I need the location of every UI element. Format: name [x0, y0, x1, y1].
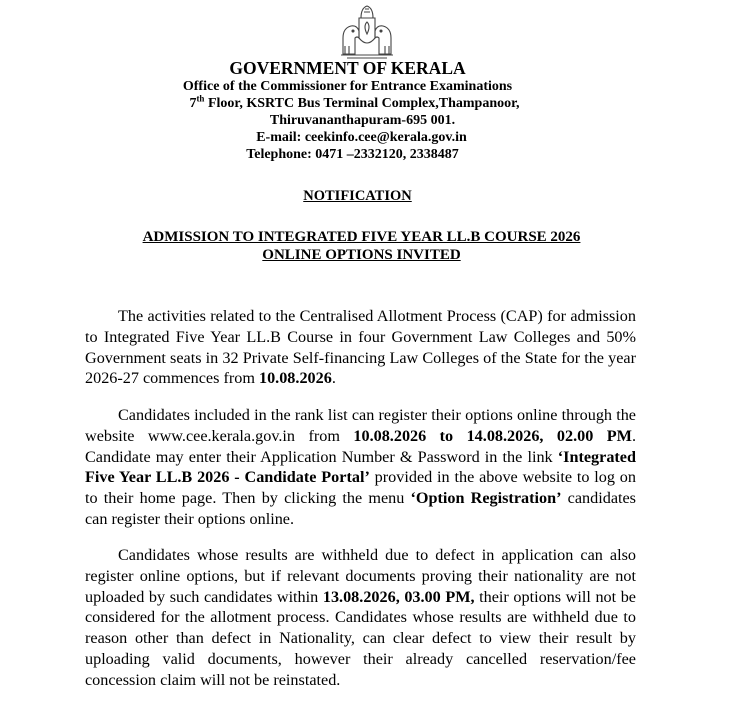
paragraph-option-registration: Candidates included in the rank list can register their options online through the website www.cee.kerala.gov.in from 10.08.2026 to 14.08.2026, 02.00 PM. Candidate may enter their Application Number & Password in the link ‘Integrated Five Year LL.B 2026 - Candidate Portal’ provided in the above website to log on to their home page. Then by clicking the menu ‘Option Registration’ candidates can register their options online.	[85, 406, 637, 528]
office-address-line2: Thiruvananthapuram-695 001.	[269, 113, 456, 128]
subject-line1: ADMISSION TO INTEGRATED FIVE YEAR LL.B COURSE 2026	[142, 229, 581, 245]
notification-heading: NOTIFICATION	[303, 188, 412, 204]
state-emblem-icon	[337, 4, 397, 60]
office-telephone: Telephone: 0471 –2332120, 2338487	[246, 147, 459, 162]
paragraph-cap-commencement: The activities related to the Centralised Allotment Process (CAP) for admission to Integrated Five Year LL.B Course in four Government Law Colleges and 50% Government seats in 32 Private Self-financing Law Colleges of the State for the year 2026-27 commences from 10.08.2026.	[85, 307, 636, 388]
government-title: GOVERNMENT OF KERALA	[229, 58, 466, 78]
notification-subject	[0, 228, 729, 264]
office-email: E-mail: ceekinfo.cee@kerala.gov.in	[256, 130, 467, 145]
office-name: Office of the Commissioner for Entrance Examinations	[182, 79, 513, 94]
office-address-line1: 7th Floor, KSRTC Bus Terminal Complex,Thampanoor,	[189, 93, 520, 111]
paragraph-withheld-results: Candidates whose results are withheld due to defect in application can also register online options, but if relevant documents proving their nationality are not uploaded by such candidates within 13.08.2026, 03.00 PM, their options will not be considered for the allotment process. Candidates whose results are withheld due to reason other than defect in Nationality, can clear defect to view their result by uploading valid documents, however their already cancelled reservation/fee concession claim will not be reinstated.	[85, 546, 636, 689]
subject-line2: ONLINE OPTIONS INVITED	[262, 247, 461, 263]
letterhead	[0, 58, 729, 163]
